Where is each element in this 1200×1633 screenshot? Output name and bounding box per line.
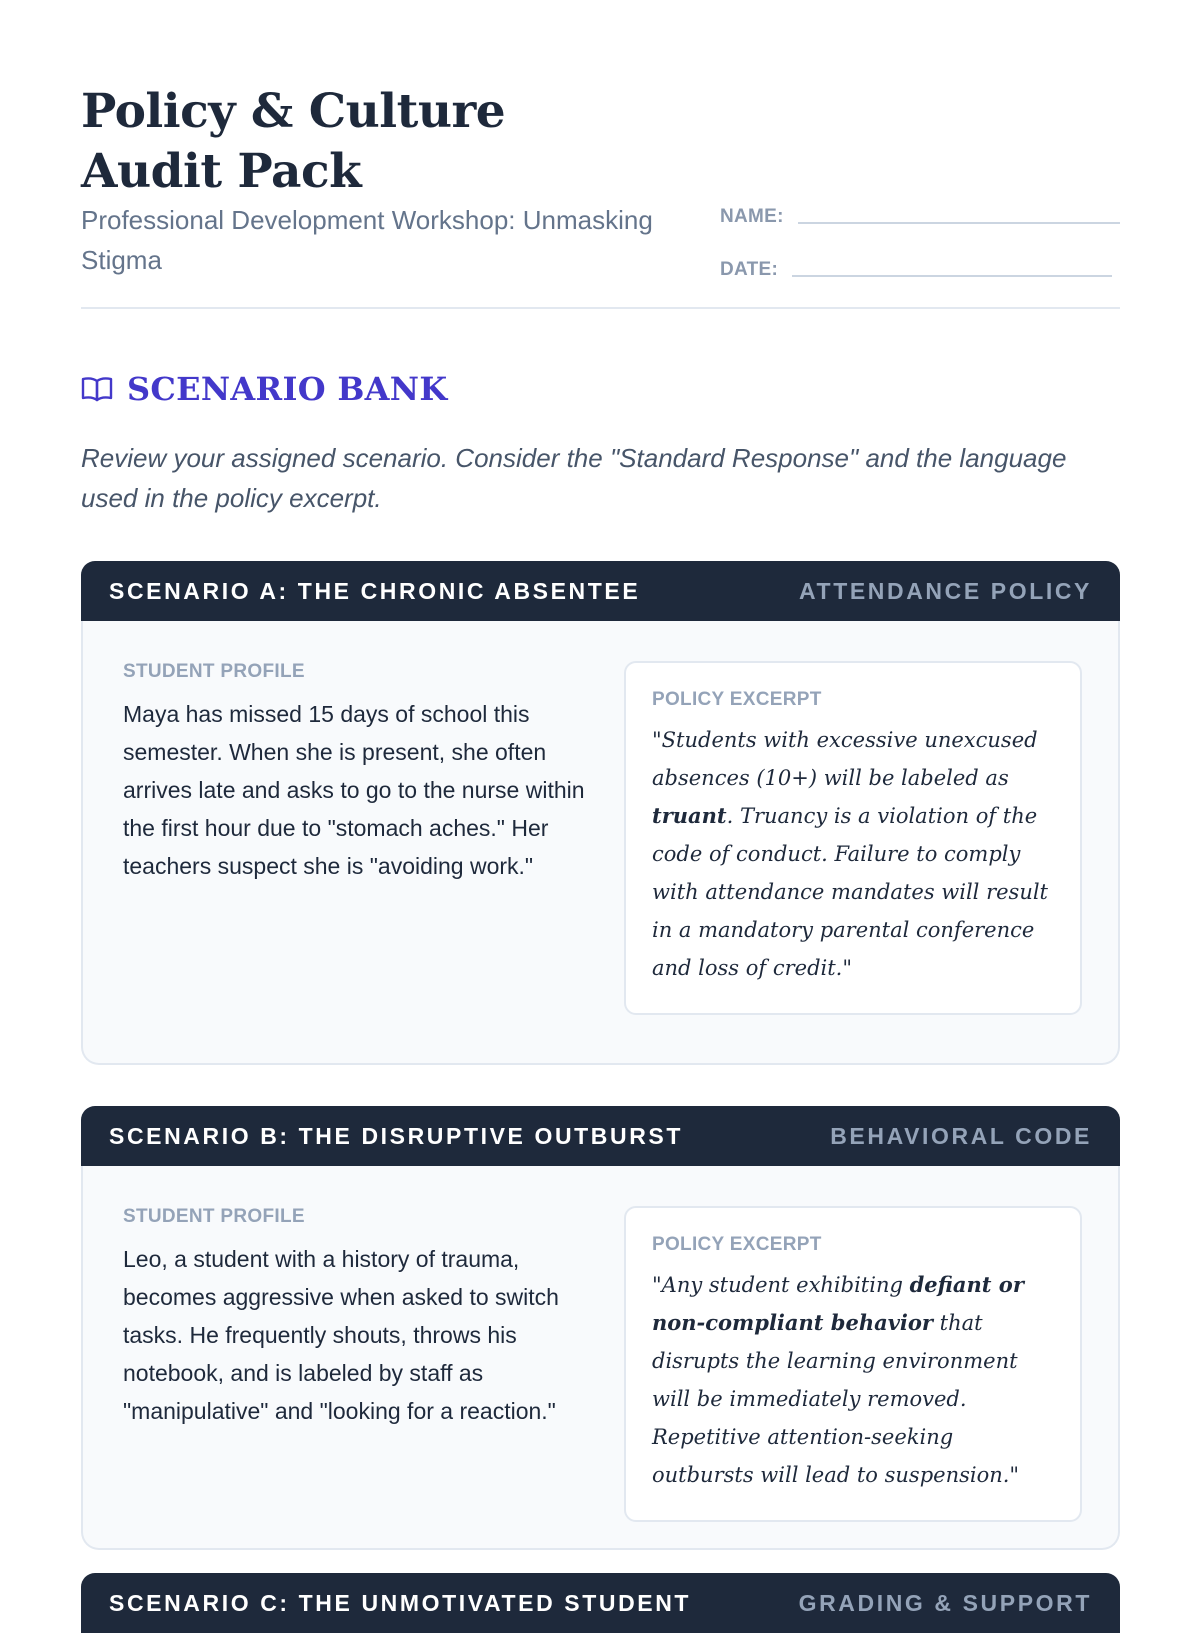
date-field[interactable] — [792, 271, 1112, 277]
scenario-title: SCENARIO A: THE CHRONIC ABSENTEE — [109, 577, 641, 604]
scenario-category: GRADING & SUPPORT — [798, 1589, 1092, 1616]
scenario-category: ATTENDANCE POLICY — [799, 577, 1092, 604]
profile-text: Leo, a student with a history of trauma, becomes aggressive when asked to switch tasks. He frequently shouts, throws his notebook, and is labeled by staff as "manipulative" and "looking for a reaction." — [123, 1246, 559, 1424]
excerpt-text-part: . Truancy is a violation of the code of conduct. Failure to comply with attendance mandates will result in a mandatory parental conference and loss of credit." — [652, 804, 1048, 980]
date-row — [720, 255, 1120, 281]
name-label: NAME: — [720, 206, 784, 227]
excerpt-text — [652, 721, 1054, 987]
scenario-card — [81, 1573, 1120, 1633]
policy-excerpt — [624, 1206, 1082, 1522]
document-title: Policy & Culture Audit Pack — [81, 84, 506, 199]
scenario-header — [81, 561, 1120, 621]
name-row — [720, 202, 1120, 228]
profile-label: STUDENT PROFILE — [123, 661, 305, 682]
excerpt-highlight: defiant or non-compliant behavior — [652, 1272, 1024, 1335]
scenario-category: BEHAVIORAL CODE — [830, 1122, 1092, 1149]
student-profile — [123, 1206, 593, 1430]
excerpt-text-part: "Any student exhibiting — [652, 1273, 910, 1297]
student-profile — [123, 661, 593, 885]
excerpt-text — [652, 1266, 1054, 1494]
excerpt-label: POLICY EXCERPT — [652, 1234, 822, 1255]
section-title: SCENARIO BANK — [127, 370, 448, 408]
scenario-title: SCENARIO B: THE DISRUPTIVE OUTBURST — [109, 1122, 684, 1149]
scenario-card — [81, 1106, 1120, 1550]
document-header — [81, 82, 1120, 310]
book-open-icon — [81, 375, 113, 403]
profile-text: Maya has missed 15 days of school this semester. When she is present, she often arrives late and asks to go to the nurse within the first hour due to "stomach aches." Her teachers suspect she is "avoiding work." — [123, 701, 585, 879]
section-heading — [81, 370, 447, 408]
excerpt-text-part: "Students with excessive unexcused absences (10+) will be labeled as — [652, 728, 1038, 790]
date-label: DATE: — [720, 259, 779, 280]
scenario-header — [81, 1573, 1120, 1633]
scenario-header — [81, 1106, 1120, 1166]
scenario-body — [81, 621, 1120, 1065]
name-field[interactable] — [798, 218, 1120, 224]
policy-excerpt — [624, 661, 1082, 1015]
profile-label: STUDENT PROFILE — [123, 1206, 305, 1227]
excerpt-label: POLICY EXCERPT — [652, 689, 822, 710]
header-divider — [81, 307, 1120, 309]
name-date-fields — [720, 202, 1120, 308]
excerpt-text-part: that disrupts the learning environment will be immediately removed. Repetitive attention-seeking outbursts will lead to suspension." — [652, 1311, 1020, 1487]
scenario-card — [81, 561, 1120, 1065]
scenario-title: SCENARIO C: THE UNMOTIVATED STUDENT — [109, 1589, 692, 1616]
section-intro: Review your assigned scenario. Consider the "Standard Response" and the language used in the policy excerpt. — [81, 443, 1067, 513]
scenario-body — [81, 1166, 1120, 1550]
excerpt-highlight: truant — [652, 803, 727, 828]
document-subtitle: Professional Development Workshop: Unmasking Stigma — [81, 205, 653, 275]
